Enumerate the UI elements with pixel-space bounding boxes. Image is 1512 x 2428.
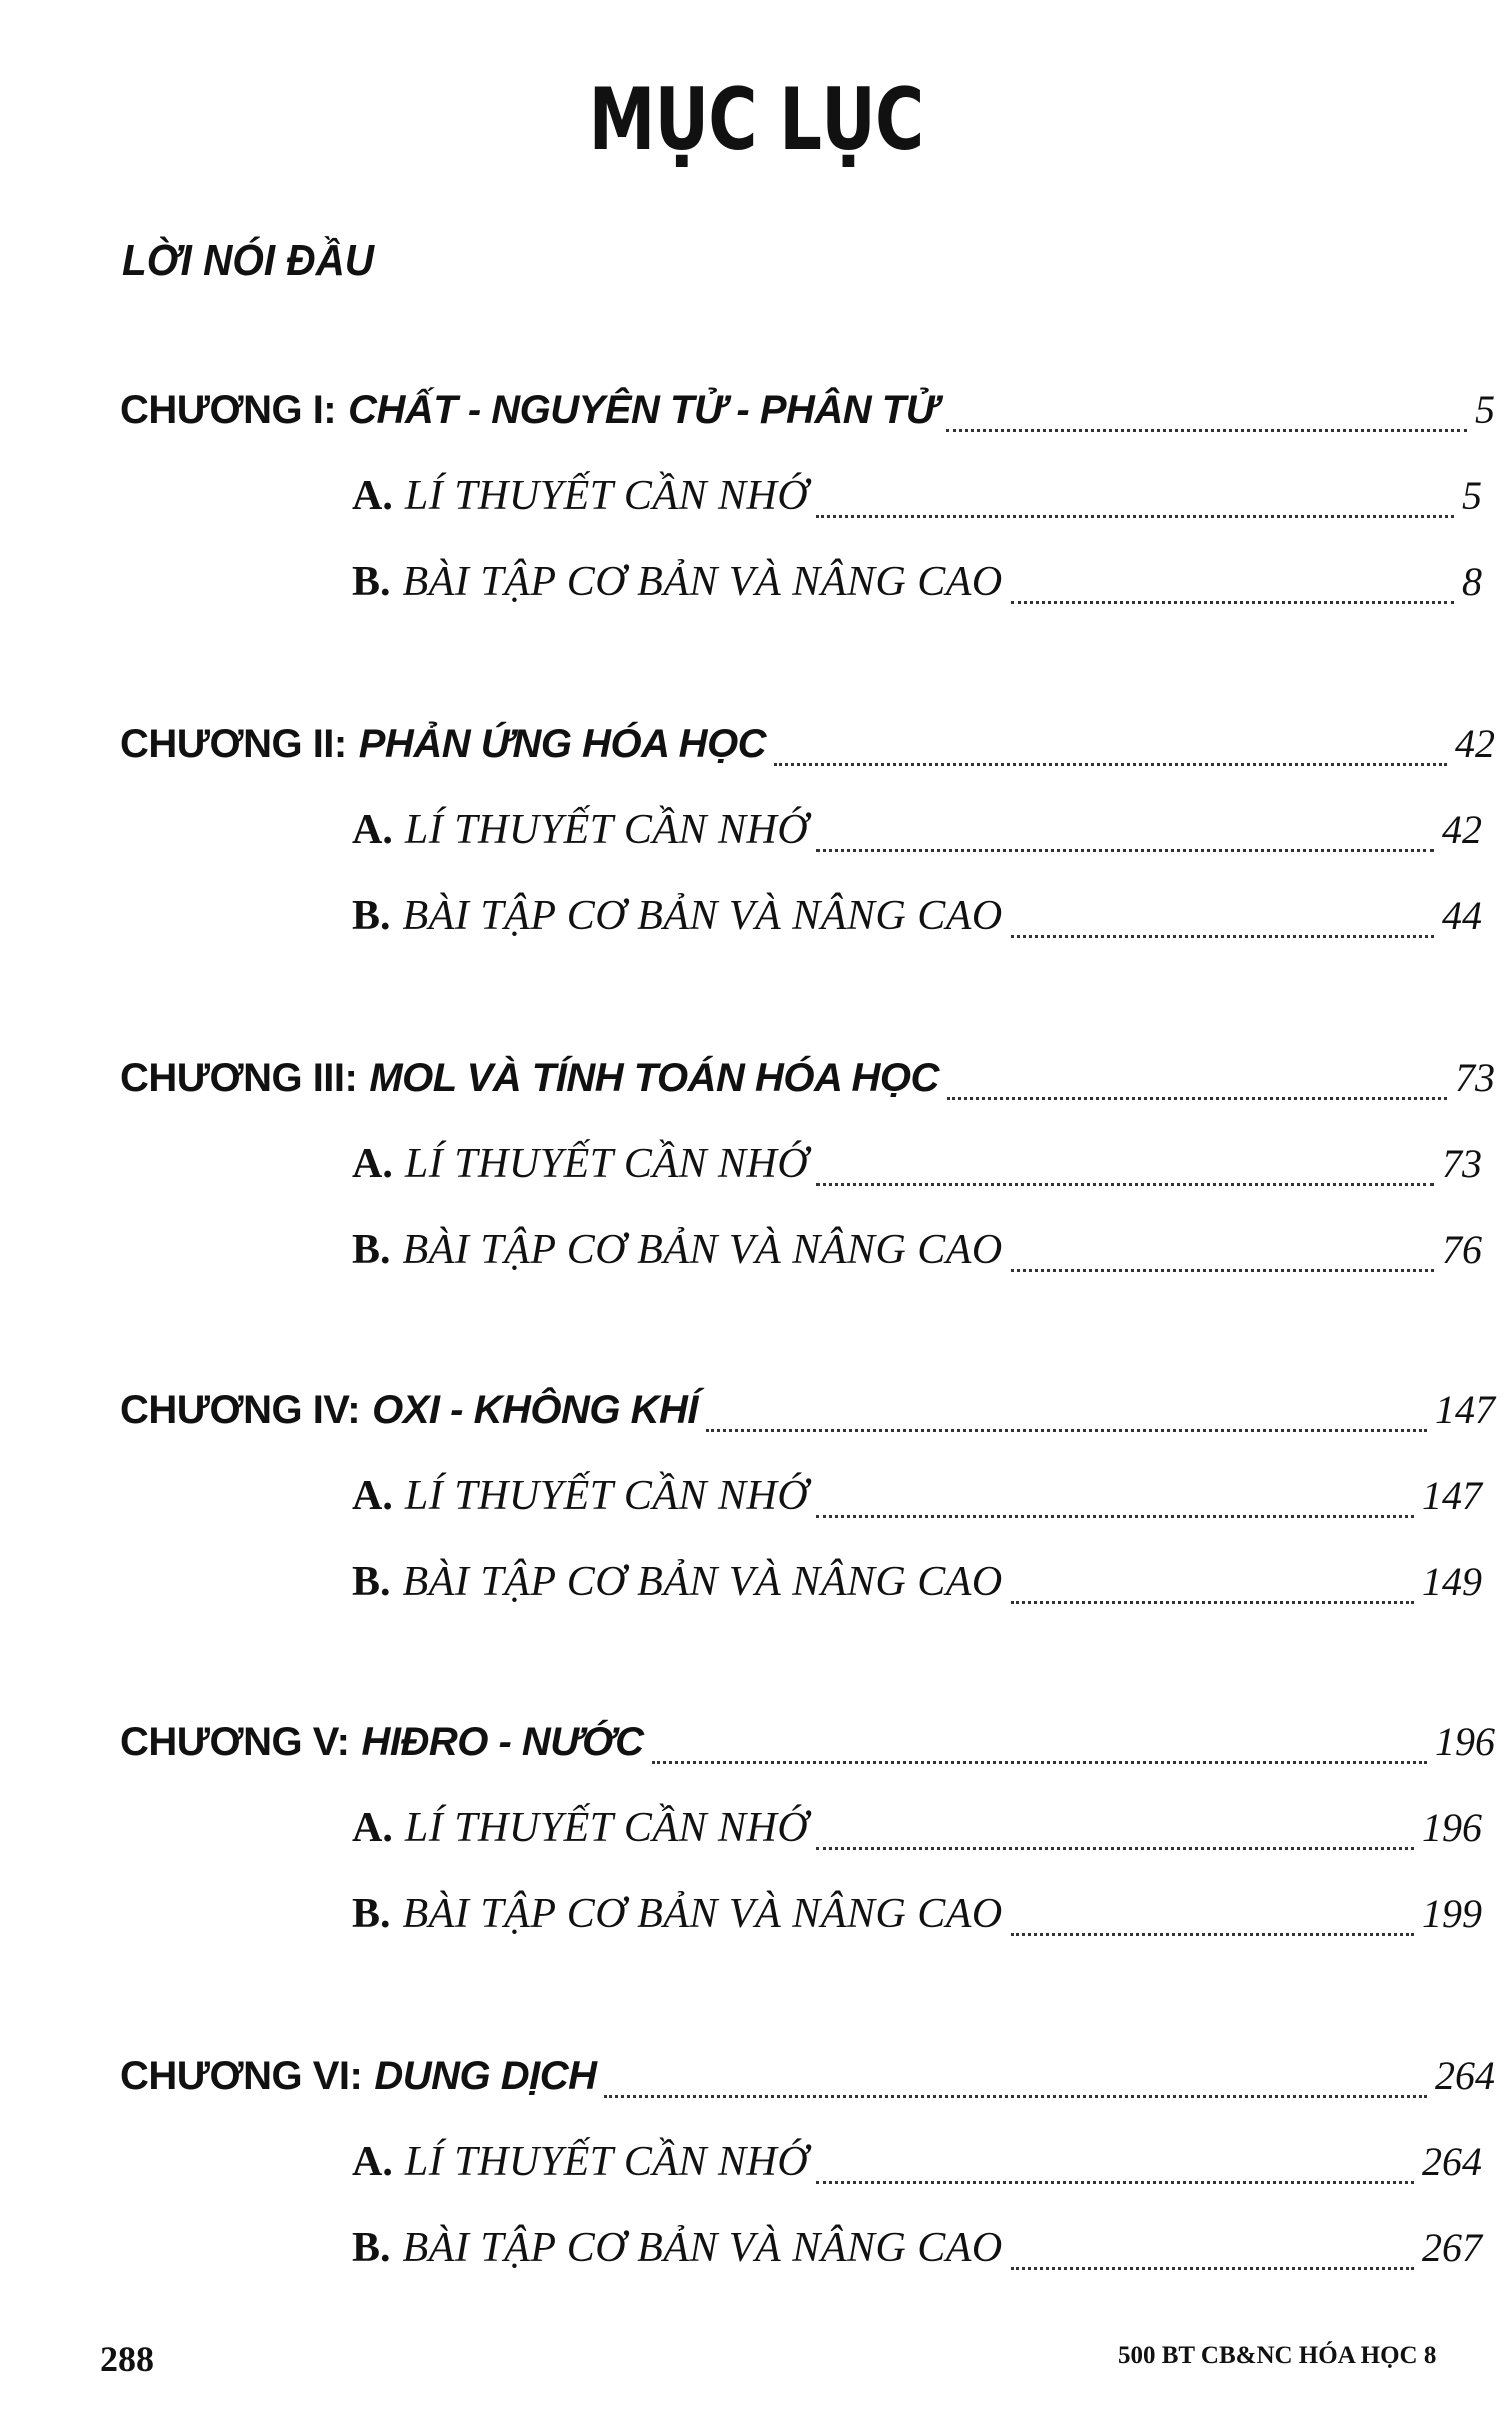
section-page: 264 <box>1422 2139 1482 2184</box>
section-letter: A. <box>352 1805 393 1851</box>
chapter-name: OXI - KHÔNG KHÍ <box>372 1388 698 1432</box>
chapter-name: DUNG DỊCH <box>374 2054 597 2098</box>
chapter-row <box>120 1386 1495 1446</box>
section-row <box>352 1140 1482 1200</box>
section-title: BÀI TẬP CƠ BẢN VÀ NÂNG CAO <box>402 1227 1003 1273</box>
section-page: 42 <box>1442 807 1482 852</box>
dot-leader <box>604 2095 1427 2098</box>
dot-leader <box>1011 1933 1414 1936</box>
section-letter: B. <box>352 893 391 939</box>
dot-leader <box>816 1515 1414 1518</box>
dot-leader <box>706 1429 1427 1432</box>
chapter-name: CHẤT - NGUYÊN TỬ - PHÂN TỬ <box>348 388 938 432</box>
chapter-page: 196 <box>1435 1719 1495 1764</box>
section-letter: A. <box>352 473 393 519</box>
section-row <box>352 1804 1482 1864</box>
section-letter: B. <box>352 1891 391 1937</box>
section-row <box>352 1890 1482 1950</box>
chapter-label: CHƯƠNG IV: <box>120 1388 361 1432</box>
dot-leader <box>816 849 1434 852</box>
preface-heading: LỜI NÓI ĐẦU <box>122 236 375 285</box>
section-page: 147 <box>1422 1473 1482 1518</box>
footer-page-number: 288 <box>100 2339 154 2379</box>
chapter-row <box>120 1054 1495 1114</box>
chapter-row <box>120 1718 1495 1778</box>
section-title: LÍ THUYẾT CẦN NHỚ <box>404 2139 809 2185</box>
dot-leader <box>816 1847 1414 1850</box>
section-letter: B. <box>352 2225 391 2271</box>
section-row <box>352 2224 1482 2284</box>
section-page: 149 <box>1422 1559 1482 1604</box>
chapter-row <box>120 2052 1495 2112</box>
page-title: MỤC LỤC <box>588 70 924 170</box>
section-title: LÍ THUYẾT CẦN NHỚ <box>404 473 809 519</box>
section-row <box>352 2138 1482 2198</box>
chapter-label: CHƯƠNG II: <box>120 722 347 766</box>
dot-leader <box>816 2181 1414 2184</box>
chapter-row <box>120 720 1495 780</box>
dot-leader <box>947 1097 1447 1100</box>
section-page: 44 <box>1442 893 1482 938</box>
section-title: LÍ THUYẾT CẦN NHỚ <box>404 1141 809 1187</box>
chapter-page: 42 <box>1455 721 1495 766</box>
chapter-page: 147 <box>1435 1387 1495 1432</box>
section-page: 5 <box>1462 473 1482 518</box>
section-title: BÀI TẬP CƠ BẢN VÀ NÂNG CAO <box>402 893 1003 939</box>
section-letter: B. <box>352 1227 391 1273</box>
section-title: LÍ THUYẾT CẦN NHỚ <box>404 807 809 853</box>
chapter-page: 5 <box>1475 387 1495 432</box>
section-row <box>352 1226 1482 1286</box>
section-row <box>352 472 1482 532</box>
section-page: 73 <box>1442 1141 1482 1186</box>
dot-leader <box>774 763 1447 766</box>
section-page: 199 <box>1422 1891 1482 1936</box>
section-letter: B. <box>352 1559 391 1605</box>
footer-book-title: 500 BT CB&NC HÓA HỌC 8 <box>1118 2342 1437 2369</box>
chapter-name: MOL VÀ TÍNH TOÁN HÓA HỌC <box>369 1056 939 1100</box>
chapter-label: CHƯƠNG V: <box>120 1720 350 1764</box>
chapter-page: 73 <box>1455 1055 1495 1100</box>
dot-leader <box>652 1761 1427 1764</box>
section-row <box>352 1558 1482 1618</box>
section-row <box>352 1472 1482 1532</box>
chapter-label: CHƯƠNG III: <box>120 1056 358 1100</box>
section-row <box>352 892 1482 952</box>
dot-leader <box>1011 1601 1414 1604</box>
dot-leader <box>1011 601 1454 604</box>
section-row <box>352 558 1482 618</box>
section-letter: A. <box>352 1473 393 1519</box>
dot-leader <box>1011 1269 1434 1272</box>
dot-leader <box>816 1183 1434 1186</box>
section-letter: A. <box>352 2139 393 2185</box>
chapter-name: HIĐRO - NƯỚC <box>361 1720 644 1764</box>
section-title: BÀI TẬP CƠ BẢN VÀ NÂNG CAO <box>402 2225 1003 2271</box>
section-title: LÍ THUYẾT CẦN NHỚ <box>404 1473 809 1519</box>
chapter-label: CHƯƠNG VI: <box>120 2054 363 2098</box>
section-title: LÍ THUYẾT CẦN NHỚ <box>404 1805 809 1851</box>
section-letter: A. <box>352 807 393 853</box>
section-title: BÀI TẬP CƠ BẢN VÀ NÂNG CAO <box>402 1891 1003 1937</box>
section-letter: A. <box>352 1141 393 1187</box>
section-page: 8 <box>1462 559 1482 604</box>
section-title: BÀI TẬP CƠ BẢN VÀ NÂNG CAO <box>402 1559 1003 1605</box>
dot-leader <box>1011 935 1434 938</box>
section-row <box>352 806 1482 866</box>
chapter-row <box>120 386 1495 446</box>
dot-leader <box>1011 2267 1414 2270</box>
dot-leader <box>816 515 1454 518</box>
section-letter: B. <box>352 559 391 605</box>
chapter-label: CHƯƠNG I: <box>120 388 337 432</box>
dot-leader <box>946 429 1467 432</box>
section-page: 76 <box>1442 1227 1482 1272</box>
section-page: 267 <box>1422 2225 1482 2270</box>
chapter-page: 264 <box>1435 2053 1495 2098</box>
section-page: 196 <box>1422 1805 1482 1850</box>
chapter-name: PHẢN ỨNG HÓA HỌC <box>358 722 767 766</box>
section-title: BÀI TẬP CƠ BẢN VÀ NÂNG CAO <box>402 559 1003 605</box>
